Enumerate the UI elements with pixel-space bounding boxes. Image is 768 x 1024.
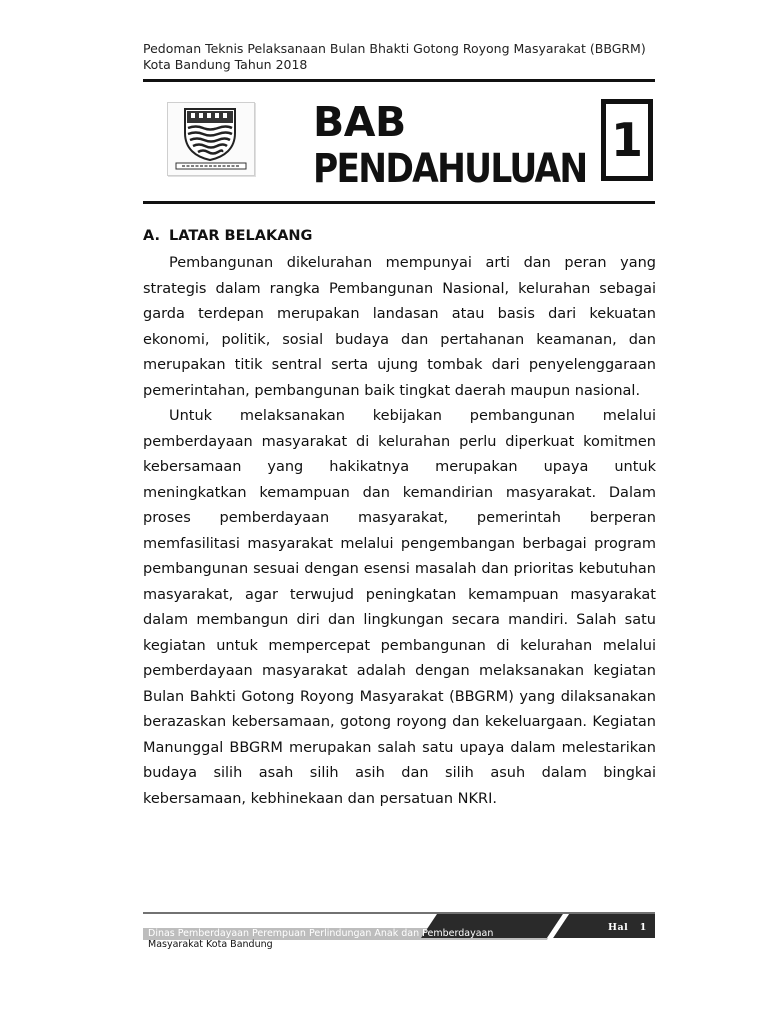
chapter-number: 1 (610, 113, 643, 167)
chapter-label: BAB (313, 98, 406, 146)
page-label: Hal (608, 922, 629, 933)
header-line-2: Kota Bandung Tahun 2018 (143, 57, 308, 72)
page-number (608, 922, 647, 933)
running-header (143, 41, 683, 73)
page-footer (143, 910, 655, 950)
page-value: 1 (639, 922, 647, 933)
body-text (143, 251, 656, 812)
chapter-number-box (601, 99, 653, 181)
header-rule (143, 79, 655, 82)
bandung-emblem-icon (167, 102, 255, 176)
footer-agency-line-1: Dinas Pemberdayaan Perempuan Perlindungan Anak dan Pemberdayaan (148, 928, 494, 939)
section-number: A. (143, 228, 160, 244)
paragraph: Untuk melaksanakan kebijakan pembangunan melalui pemberdayaan masyarakat di kelurahan perlu diperkuat komitmen kebersamaan yang hakikatnya merupakan upaya untuk meningkatkan kemampuan dan kemandirian masyarakat. Dalam proses pemberdayaan masyarakat, pemerintah berperan memfasilitasi masyarakat melalui pengembangan berbagai program pembangunan sesuai dengan esensi masalah dan prioritas kebutuhan masyarakat, agar terwujud peningkatan kemampuan masyarakat dalam membangun diri dan lingkungan secara mandiri. Salah satu kegiatan untuk mempercepat pembangunan di kelurahan melalui pemberdayaan masyarakat adalah dengan melaksanakan kegiatan Bulan Bahkti Gotong Royong Masyarakat (BBGRM) yang dilaksanakan berazaskan kebersamaan, gotong royong dan kekeluargaan. Kegiatan Manunggal BBGRM merupakan salah satu upaya dalam melestarikan budaya silih asah silih asih dan silih asuh dalam bingkai kebersamaan, kebhinekaan dan persatuan NKRI. (143, 408, 656, 807)
chapter-title-block (143, 86, 655, 204)
paragraph: Pembangunan dikelurahan mempunyai arti dan peran yang strategis dalam rangka Pembangunan Nasional, kelurahan sebagai garda terdepan merupakan landasan atau basis dari kekuatan ekonomi, politik, sosial budaya dan pertahanan keamanan, dan merupakan titik sentral serta ujung tombak dari penyelenggaraan pemerintahan, pembangunan baik tingkat daerah maupun nasional. (143, 255, 656, 399)
chapter-title: PENDAHULUAN (313, 146, 587, 192)
footer-agency-line-2: Masyarakat Kota Bandung (148, 939, 273, 950)
footer-agency (148, 928, 493, 950)
header-line-1: Pedoman Teknis Pelaksanaan Bulan Bhakti Gotong Royong Masyarakat (BBGRM) (143, 41, 646, 56)
section-heading (143, 228, 312, 244)
section-title: LATAR BELAKANG (169, 228, 313, 244)
title-rule (143, 201, 655, 204)
